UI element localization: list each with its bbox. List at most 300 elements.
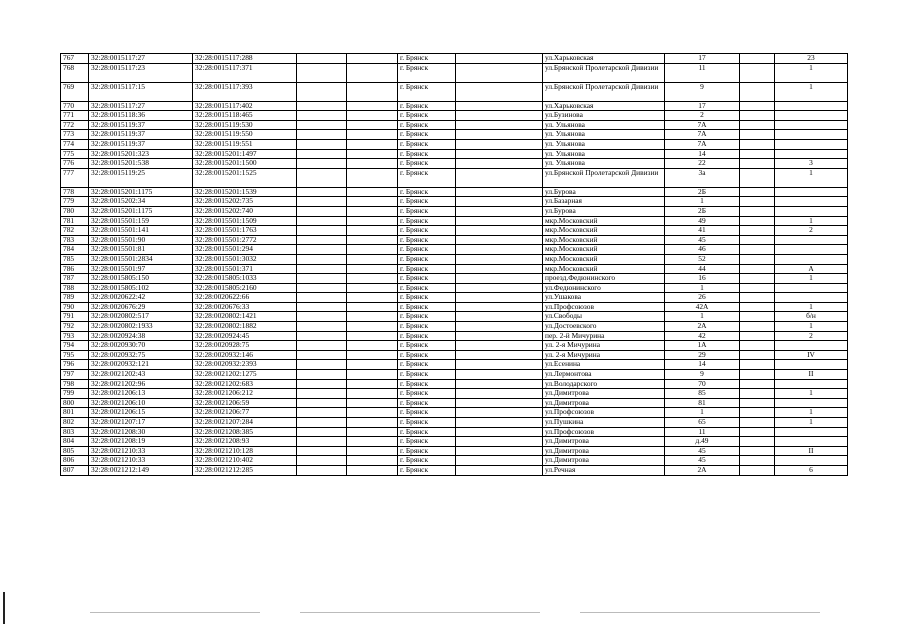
- house-cell: 3а: [665, 168, 740, 187]
- empty-cell: [740, 168, 775, 187]
- unit-cell: [775, 111, 848, 121]
- cadastral-number-1-cell: 32:28:0020676:29: [89, 302, 193, 312]
- cadastral-number-2-cell: 32:28:0015119:530: [193, 120, 297, 130]
- cadastral-number-1-cell: 32:28:0015117:15: [89, 82, 193, 101]
- cadastral-number-2-cell: 32:28:0015119:550: [193, 130, 297, 140]
- city-cell: г. Брянск: [398, 370, 456, 380]
- unit-cell: [775, 245, 848, 255]
- row-number-cell: 796: [61, 360, 89, 370]
- empty-cell: [456, 63, 543, 82]
- table-row: [61, 63, 848, 82]
- table-row: [61, 437, 848, 447]
- cadastral-number-2-cell: 32:28:0020932:2393: [193, 360, 297, 370]
- empty-cell: [740, 418, 775, 428]
- street-cell: ул. Ульянова: [543, 139, 665, 149]
- empty-cell: [297, 322, 347, 332]
- empty-cell: [297, 312, 347, 322]
- row-number-cell: 807: [61, 465, 89, 475]
- empty-cell: [297, 254, 347, 264]
- city-cell: г. Брянск: [398, 187, 456, 197]
- empty-cell: [297, 398, 347, 408]
- city-cell: г. Брянск: [398, 456, 456, 466]
- empty-cell: [297, 437, 347, 447]
- house-cell: 44: [665, 264, 740, 274]
- empty-cell: [297, 168, 347, 187]
- city-cell: г. Брянск: [398, 331, 456, 341]
- empty-cell: [347, 360, 398, 370]
- cadastral-number-2-cell: 32:28:0015501:371: [193, 264, 297, 274]
- city-cell: г. Брянск: [398, 350, 456, 360]
- empty-cell: [347, 197, 398, 207]
- cadastral-number-2-cell: 32:28:0015805:2160: [193, 283, 297, 293]
- house-cell: 45: [665, 446, 740, 456]
- table-row: [61, 322, 848, 332]
- street-cell: ул. Ульянова: [543, 130, 665, 140]
- unit-cell: 23: [775, 54, 848, 64]
- empty-cell: [456, 312, 543, 322]
- empty-cell: [740, 149, 775, 159]
- house-cell: 9: [665, 370, 740, 380]
- house-cell: 42А: [665, 302, 740, 312]
- street-cell: ул.Бурова: [543, 206, 665, 216]
- cadastral-number-2-cell: 32:28:0015117:288: [193, 54, 297, 64]
- house-cell: 2А: [665, 465, 740, 475]
- empty-cell: [456, 456, 543, 466]
- street-cell: ул. Ульянова: [543, 120, 665, 130]
- unit-cell: [775, 187, 848, 197]
- house-cell: 49: [665, 216, 740, 226]
- cadastral-number-1-cell: 32:28:0015501:141: [89, 226, 193, 236]
- table-row: [61, 245, 848, 255]
- unit-cell: 2: [775, 226, 848, 236]
- empty-cell: [297, 235, 347, 245]
- empty-cell: [740, 446, 775, 456]
- table-row: [61, 370, 848, 380]
- cadastral-number-2-cell: 32:28:0015501:2772: [193, 235, 297, 245]
- empty-cell: [347, 322, 398, 332]
- street-cell: ул.Федюнинского: [543, 283, 665, 293]
- row-number-cell: 792: [61, 322, 89, 332]
- city-cell: г. Брянск: [398, 159, 456, 169]
- cadastral-number-1-cell: 32:28:0015501:90: [89, 235, 193, 245]
- row-number-cell: 801: [61, 408, 89, 418]
- empty-cell: [297, 350, 347, 360]
- street-cell: ул.Свободы: [543, 312, 665, 322]
- cadastral-number-2-cell: 32:28:0021212:285: [193, 465, 297, 475]
- house-cell: 1А: [665, 341, 740, 351]
- city-cell: г. Брянск: [398, 341, 456, 351]
- empty-cell: [456, 427, 543, 437]
- house-cell: 7А: [665, 120, 740, 130]
- cadastral-number-1-cell: 32:28:0021202:96: [89, 379, 193, 389]
- empty-cell: [297, 465, 347, 475]
- unit-cell: 1: [775, 216, 848, 226]
- empty-cell: [347, 341, 398, 351]
- empty-cell: [347, 293, 398, 303]
- empty-cell: [456, 120, 543, 130]
- city-cell: г. Брянск: [398, 312, 456, 322]
- empty-cell: [456, 216, 543, 226]
- city-cell: г. Брянск: [398, 293, 456, 303]
- cadastral-number-2-cell: 32:28:0020924:45: [193, 331, 297, 341]
- city-cell: г. Брянск: [398, 418, 456, 428]
- cadastral-number-1-cell: 32:28:0021207:17: [89, 418, 193, 428]
- house-cell: 1: [665, 283, 740, 293]
- unit-cell: [775, 437, 848, 447]
- house-cell: 2Б: [665, 187, 740, 197]
- row-number-cell: 797: [61, 370, 89, 380]
- city-cell: г. Брянск: [398, 322, 456, 332]
- unit-cell: 1: [775, 418, 848, 428]
- city-cell: г. Брянск: [398, 302, 456, 312]
- street-cell: ул.Базарная: [543, 197, 665, 207]
- cadastral-number-2-cell: 32:28:0021206:59: [193, 398, 297, 408]
- empty-cell: [347, 312, 398, 322]
- row-number-cell: 806: [61, 456, 89, 466]
- cadastral-number-1-cell: 32:28:0020924:38: [89, 331, 193, 341]
- city-cell: г. Брянск: [398, 283, 456, 293]
- table-row: [61, 168, 848, 187]
- empty-cell: [740, 331, 775, 341]
- empty-cell: [740, 465, 775, 475]
- unit-cell: 1: [775, 302, 848, 312]
- empty-cell: [456, 254, 543, 264]
- empty-cell: [297, 293, 347, 303]
- cadastral-number-2-cell: 32:28:0021208:385: [193, 427, 297, 437]
- empty-cell: [740, 120, 775, 130]
- empty-cell: [297, 187, 347, 197]
- empty-cell: [456, 235, 543, 245]
- empty-cell: [297, 226, 347, 236]
- house-cell: 26: [665, 293, 740, 303]
- empty-cell: [456, 168, 543, 187]
- street-cell: ул.Харьковская: [543, 101, 665, 111]
- house-cell: 2Б: [665, 206, 740, 216]
- city-cell: г. Брянск: [398, 245, 456, 255]
- cadastral-number-1-cell: 32:28:0020932:75: [89, 350, 193, 360]
- table-row: [61, 360, 848, 370]
- street-cell: пер. 2-й Мичурина: [543, 331, 665, 341]
- house-cell: 11: [665, 63, 740, 82]
- house-cell: д.49: [665, 437, 740, 447]
- unit-cell: [775, 427, 848, 437]
- empty-cell: [347, 418, 398, 428]
- cadastral-number-1-cell: 32:28:0021210:33: [89, 446, 193, 456]
- unit-cell: [775, 293, 848, 303]
- cadastral-number-1-cell: 32:28:0015501:2834: [89, 254, 193, 264]
- city-cell: г. Брянск: [398, 197, 456, 207]
- street-cell: ул.Достоевского: [543, 322, 665, 332]
- cadastral-number-2-cell: 32:28:0021210:128: [193, 446, 297, 456]
- city-cell: г. Брянск: [398, 111, 456, 121]
- city-cell: г. Брянск: [398, 408, 456, 418]
- street-cell: проезд.Федюнинского: [543, 274, 665, 284]
- empty-cell: [297, 120, 347, 130]
- empty-cell: [456, 418, 543, 428]
- house-cell: 7А: [665, 130, 740, 140]
- row-number-cell: 783: [61, 235, 89, 245]
- empty-cell: [297, 408, 347, 418]
- table-row: [61, 283, 848, 293]
- unit-cell: [775, 360, 848, 370]
- empty-cell: [297, 130, 347, 140]
- row-number-cell: 780: [61, 206, 89, 216]
- row-number-cell: 776: [61, 159, 89, 169]
- cadastral-number-1-cell: 32:28:0015201:538: [89, 159, 193, 169]
- table-row: [61, 398, 848, 408]
- empty-cell: [297, 302, 347, 312]
- empty-cell: [456, 465, 543, 475]
- cadastral-number-2-cell: 32:28:0015501:1509: [193, 216, 297, 226]
- street-cell: ул.Димитрова: [543, 456, 665, 466]
- row-number-cell: 799: [61, 389, 89, 399]
- city-cell: г. Брянск: [398, 465, 456, 475]
- empty-cell: [347, 427, 398, 437]
- street-cell: ул.Бурова: [543, 187, 665, 197]
- street-cell: ул.Бузинова: [543, 111, 665, 121]
- city-cell: г. Брянск: [398, 446, 456, 456]
- city-cell: г. Брянск: [398, 379, 456, 389]
- empty-cell: [297, 206, 347, 216]
- cadastral-number-2-cell: 32:28:0015201:1539: [193, 187, 297, 197]
- unit-cell: [775, 398, 848, 408]
- empty-cell: [740, 206, 775, 216]
- empty-cell: [740, 274, 775, 284]
- cadastral-number-2-cell: 32:28:0020928:75: [193, 341, 297, 351]
- empty-cell: [347, 216, 398, 226]
- cadastral-number-1-cell: 32:28:0015805:102: [89, 283, 193, 293]
- house-cell: 2А: [665, 322, 740, 332]
- empty-cell: [456, 437, 543, 447]
- city-cell: г. Брянск: [398, 437, 456, 447]
- city-cell: г. Брянск: [398, 398, 456, 408]
- cadastral-number-1-cell: 32:28:0021208:19: [89, 437, 193, 447]
- empty-cell: [347, 159, 398, 169]
- row-number-cell: 785: [61, 254, 89, 264]
- cadastral-number-2-cell: 32:28:0021202:683: [193, 379, 297, 389]
- city-cell: г. Брянск: [398, 206, 456, 216]
- city-cell: г. Брянск: [398, 54, 456, 64]
- empty-cell: [297, 63, 347, 82]
- empty-cell: [347, 82, 398, 101]
- street-cell: мкр.Московский: [543, 226, 665, 236]
- cadastral-number-1-cell: 32:28:0021202:43: [89, 370, 193, 380]
- empty-cell: [347, 187, 398, 197]
- unit-cell: 1: [775, 274, 848, 284]
- empty-cell: [740, 389, 775, 399]
- row-number-cell: 775: [61, 149, 89, 159]
- house-cell: 42: [665, 331, 740, 341]
- house-cell: 9: [665, 82, 740, 101]
- house-cell: 16: [665, 274, 740, 284]
- house-cell: 7А: [665, 139, 740, 149]
- street-cell: ул.Брянской Пролетарской Дивизии: [543, 63, 665, 82]
- empty-cell: [456, 341, 543, 351]
- empty-cell: [456, 331, 543, 341]
- unit-cell: б/н: [775, 312, 848, 322]
- table-row: [61, 206, 848, 216]
- table-row: [61, 120, 848, 130]
- row-number-cell: 779: [61, 197, 89, 207]
- street-cell: ул.Пушкина: [543, 418, 665, 428]
- unit-cell: [775, 254, 848, 264]
- city-cell: г. Брянск: [398, 274, 456, 284]
- city-cell: г. Брянск: [398, 130, 456, 140]
- empty-cell: [347, 379, 398, 389]
- empty-cell: [456, 111, 543, 121]
- table-row: [61, 159, 848, 169]
- cadastral-number-1-cell: 32:28:0021206:10: [89, 398, 193, 408]
- house-cell: 11: [665, 427, 740, 437]
- empty-cell: [456, 245, 543, 255]
- house-cell: 1: [665, 312, 740, 322]
- empty-cell: [456, 187, 543, 197]
- unit-cell: 1: [775, 322, 848, 332]
- scan-edge-mark: [3, 592, 5, 624]
- city-cell: г. Брянск: [398, 254, 456, 264]
- empty-cell: [456, 197, 543, 207]
- empty-cell: [740, 408, 775, 418]
- street-cell: ул.Брянской Пролетарской Дивизии: [543, 168, 665, 187]
- empty-cell: [456, 54, 543, 64]
- cadastral-number-1-cell: 32:28:0021206:15: [89, 408, 193, 418]
- city-cell: г. Брянск: [398, 427, 456, 437]
- cadastral-number-2-cell: 32:28:0015201:1497: [193, 149, 297, 159]
- empty-cell: [456, 130, 543, 140]
- cadastral-number-1-cell: 32:28:0015805:150: [89, 274, 193, 284]
- cadastral-number-2-cell: 32:28:0015201:1525: [193, 168, 297, 187]
- house-cell: 14: [665, 149, 740, 159]
- street-cell: мкр.Московский: [543, 235, 665, 245]
- street-cell: мкр.Московский: [543, 264, 665, 274]
- street-cell: ул. Ульянова: [543, 159, 665, 169]
- city-cell: г. Брянск: [398, 235, 456, 245]
- unit-cell: 1: [775, 82, 848, 101]
- house-cell: 85: [665, 389, 740, 399]
- empty-cell: [740, 437, 775, 447]
- empty-cell: [740, 370, 775, 380]
- row-number-cell: 768: [61, 63, 89, 82]
- empty-cell: [297, 360, 347, 370]
- empty-cell: [297, 139, 347, 149]
- street-cell: ул. 2-я Мичурина: [543, 341, 665, 351]
- empty-cell: [456, 283, 543, 293]
- registry-table: [60, 53, 848, 476]
- row-number-cell: 767: [61, 54, 89, 64]
- empty-cell: [740, 54, 775, 64]
- table-row: [61, 456, 848, 466]
- row-number-cell: 791: [61, 312, 89, 322]
- unit-cell: 1: [775, 389, 848, 399]
- cadastral-number-1-cell: 32:28:0015501:159: [89, 216, 193, 226]
- empty-cell: [347, 101, 398, 111]
- empty-cell: [740, 360, 775, 370]
- row-number-cell: 790: [61, 302, 89, 312]
- empty-cell: [347, 398, 398, 408]
- empty-cell: [456, 389, 543, 399]
- scan-noise: [300, 612, 540, 613]
- unit-cell: [775, 206, 848, 216]
- empty-cell: [297, 379, 347, 389]
- cadastral-number-2-cell: 32:28:0021210:402: [193, 456, 297, 466]
- empty-cell: [297, 159, 347, 169]
- cadastral-number-2-cell: 32:28:0020676:33: [193, 302, 297, 312]
- row-number-cell: 795: [61, 350, 89, 360]
- empty-cell: [740, 322, 775, 332]
- unit-cell: [775, 341, 848, 351]
- cadastral-number-1-cell: 32:28:0015202:34: [89, 197, 193, 207]
- empty-cell: [297, 111, 347, 121]
- empty-cell: [347, 206, 398, 216]
- empty-cell: [740, 63, 775, 82]
- table-row: [61, 149, 848, 159]
- cadastral-number-2-cell: 32:28:0021206:212: [193, 389, 297, 399]
- street-cell: ул. Ульянова: [543, 149, 665, 159]
- unit-cell: IV: [775, 350, 848, 360]
- empty-cell: [456, 360, 543, 370]
- row-number-cell: 789: [61, 293, 89, 303]
- cadastral-number-1-cell: 32:28:0020622:42: [89, 293, 193, 303]
- unit-cell: [775, 120, 848, 130]
- empty-cell: [297, 331, 347, 341]
- empty-cell: [347, 350, 398, 360]
- empty-cell: [456, 159, 543, 169]
- empty-cell: [740, 82, 775, 101]
- cadastral-number-2-cell: 32:28:0015805:1033: [193, 274, 297, 284]
- empty-cell: [740, 341, 775, 351]
- house-cell: 17: [665, 54, 740, 64]
- empty-cell: [456, 302, 543, 312]
- cadastral-number-2-cell: 32:28:0021202:1275: [193, 370, 297, 380]
- cadastral-number-1-cell: 32:28:0015117:27: [89, 101, 193, 111]
- cadastral-number-1-cell: 32:28:0015501:81: [89, 245, 193, 255]
- row-number-cell: 782: [61, 226, 89, 236]
- cadastral-number-1-cell: 32:28:0015118:36: [89, 111, 193, 121]
- empty-cell: [297, 389, 347, 399]
- table-row: [61, 197, 848, 207]
- table-row: [61, 302, 848, 312]
- empty-cell: [297, 197, 347, 207]
- empty-cell: [347, 130, 398, 140]
- street-cell: ул.Брянской Пролетарской Дивизии: [543, 82, 665, 101]
- house-cell: 29: [665, 350, 740, 360]
- cadastral-number-1-cell: 32:28:0020932:121: [89, 360, 193, 370]
- row-number-cell: 794: [61, 341, 89, 351]
- street-cell: мкр.Московский: [543, 216, 665, 226]
- table-row: [61, 341, 848, 351]
- unit-cell: [775, 149, 848, 159]
- table-row: [61, 331, 848, 341]
- unit-cell: 6: [775, 465, 848, 475]
- cadastral-number-2-cell: 32:28:0020932:146: [193, 350, 297, 360]
- unit-cell: 1: [775, 168, 848, 187]
- cadastral-number-2-cell: 32:28:0020622:66: [193, 293, 297, 303]
- empty-cell: [347, 456, 398, 466]
- cadastral-number-2-cell: 32:28:0015201:1500: [193, 159, 297, 169]
- table-row: [61, 226, 848, 236]
- street-cell: ул.Димитрова: [543, 389, 665, 399]
- cadastral-number-2-cell: 32:28:0021208:93: [193, 437, 297, 447]
- city-cell: г. Брянск: [398, 168, 456, 187]
- empty-cell: [347, 331, 398, 341]
- house-cell: 81: [665, 398, 740, 408]
- cadastral-number-1-cell: 32:28:0015119:25: [89, 168, 193, 187]
- empty-cell: [297, 149, 347, 159]
- cadastral-number-2-cell: 32:28:0015117:402: [193, 101, 297, 111]
- unit-cell: [775, 197, 848, 207]
- street-cell: ул.Профсоюзов: [543, 427, 665, 437]
- empty-cell: [347, 254, 398, 264]
